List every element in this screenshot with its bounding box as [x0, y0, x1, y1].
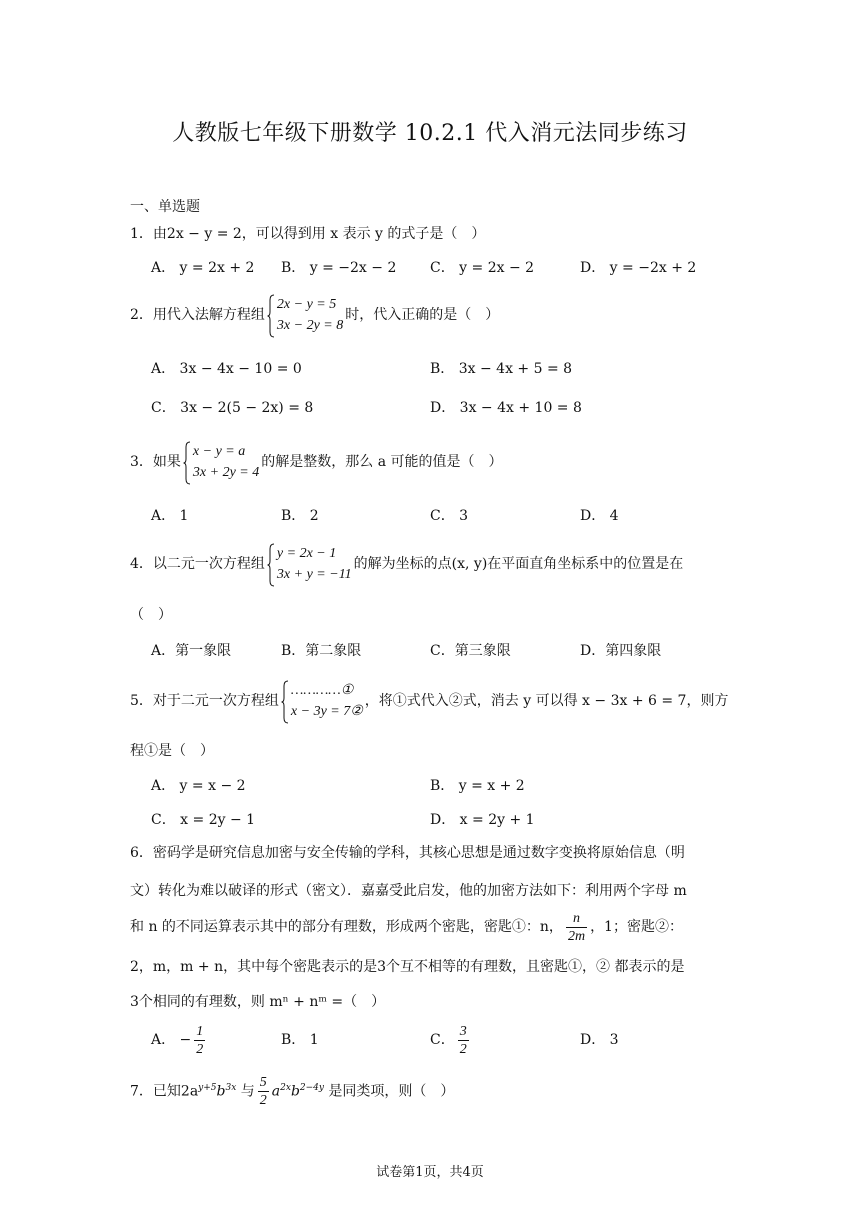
question-1-option-a[interactable]: A． y = 2x + 2	[151, 260, 255, 276]
fraction-denominator: 2	[259, 1093, 267, 1109]
question-6-line-3-pre: 和 n 的不同运算表示其中的部分有理数，形成两个密匙，密匙①：n，	[130, 919, 563, 935]
question-7-fraction	[258, 1074, 269, 1109]
question-6-line-1: 6．密码学是研究信息加密与安全传输的学科，其核心思想是通过数字变换将原始信息（明	[130, 845, 685, 861]
question-6-option-b[interactable]: B． 1	[281, 1032, 319, 1048]
question-4-option-d[interactable]: D．第四象限	[580, 643, 662, 659]
question-2-option-d[interactable]: D． 3x − 4x + 10 = 8	[430, 400, 582, 416]
question-5-stem-continuation: 程①是（ ）	[130, 743, 214, 759]
question-5-stem-post: ，将①式代入②式，消去 y 可以得 x − 3x + 6 = 7，则方	[364, 693, 729, 709]
fraction-numerator: 5	[259, 1075, 267, 1091]
fraction-numerator: 3	[459, 1023, 467, 1039]
section-heading: 一、单选题	[130, 199, 200, 215]
brace-icon	[281, 680, 289, 724]
question-5-equation-1: …………①	[290, 683, 354, 698]
question-4-option-b[interactable]: B．第二象限	[281, 643, 362, 659]
question-5-equation-2: x − 3y = 7②	[290, 704, 363, 719]
question-3-stem-pre: 3．如果	[130, 454, 181, 470]
question-5-option-d[interactable]: D． x = 2y + 1	[430, 812, 535, 828]
fraction-denominator: 2	[196, 1041, 204, 1057]
brace-icon	[183, 441, 191, 485]
variable: b	[216, 1083, 226, 1100]
question-5-stem-pre: 5．对于二元一次方程组	[130, 693, 279, 709]
exponent: 2−4y	[299, 1083, 324, 1093]
brace-icon	[267, 294, 275, 338]
variable: b	[290, 1083, 300, 1100]
question-5-option-b[interactable]: B． y = x + 2	[430, 778, 525, 794]
exponent: 3x	[225, 1083, 237, 1093]
question-1-stem: 1．由2x − y = 2，可以得到用 x 表示 y 的式子是（ ）	[130, 226, 486, 242]
question-2-stem-post: 时，代入正确的是（ ）	[345, 307, 500, 323]
question-3-system	[183, 441, 259, 483]
fraction-denominator: 2	[459, 1041, 467, 1057]
question-5-system	[281, 680, 363, 722]
question-2-option-b[interactable]: B． 3x − 4x + 5 = 8	[430, 361, 573, 377]
option-c-fraction	[458, 1023, 469, 1058]
question-6-line-3-post: ，1；密匙②：	[590, 919, 683, 935]
question-5-option-a[interactable]: A． y = x − 2	[151, 778, 246, 794]
question-4-stem-pre: 4．以二元一次方程组	[130, 556, 265, 572]
exponent: y+5	[198, 1083, 217, 1093]
question-5-option-c[interactable]: C． x = 2y − 1	[151, 812, 256, 828]
fraction-numerator: 1	[196, 1023, 204, 1039]
question-3-option-a[interactable]: A． 1	[151, 508, 189, 524]
question-6-option-a[interactable]	[151, 1020, 208, 1060]
question-6-line-3	[130, 907, 683, 947]
question-6-line-2: 文）转化为难以破译的形式（密文）．嘉嘉受此启发，他的加密方法如下：利用两个字母 m	[130, 883, 687, 899]
question-4-option-c[interactable]: C．第三象限	[430, 643, 511, 659]
option-a-fraction	[194, 1023, 205, 1058]
question-4-equation-1: y = 2x − 1	[276, 546, 337, 561]
question-7-pre: 7．已知2a	[130, 1083, 199, 1100]
question-1-option-d[interactable]: D． y = −2x + 2	[580, 260, 697, 276]
question-4-stem-post: 的解为坐标的点(x, y)在平面直角坐标系中的位置是在	[353, 556, 684, 572]
question-6-line-4: 2，m，m + n，其中每个密匙表示的是3个互不相等的有理数，且密匙①，② 都表示的是	[130, 959, 685, 975]
question-3-option-c[interactable]: C． 3	[430, 508, 469, 524]
question-4-stem-continuation: （ ）	[130, 607, 172, 623]
question-5-stem	[130, 680, 728, 722]
question-4-equation-2: 3x + y = −11	[276, 567, 352, 582]
question-4-option-a[interactable]: A．第一象限	[151, 643, 232, 659]
connector: 与	[236, 1083, 255, 1100]
question-6-option-d[interactable]: D． 3	[580, 1032, 619, 1048]
option-a-label: A． −	[151, 1032, 192, 1048]
page-title: 人教版七年级下册数学 10.2.1 代入消元法同步练习	[172, 121, 688, 146]
question-2-stem-pre: 2．用代入法解方程组	[130, 307, 265, 323]
question-6-fraction	[566, 910, 587, 945]
page-footer: 试卷第1页，共4页	[376, 1165, 484, 1180]
question-1-option-c[interactable]: C． y = 2x − 2	[430, 260, 535, 276]
question-3-stem-post: 的解是整数，那么 a 可能的值是（ ）	[261, 454, 503, 470]
question-7-post: 是同类项，则（ ）	[323, 1083, 455, 1100]
question-6-line-5: 3个相同的有理数，则 mⁿ + nᵐ =（ ）	[130, 994, 386, 1010]
question-3-equation-1: x − y = a	[192, 444, 246, 459]
question-2-option-c[interactable]: C． 3x − 2(5 − 2x) = 8	[151, 400, 314, 416]
exponent: 2x	[280, 1083, 291, 1093]
option-c-label: C．	[430, 1032, 455, 1048]
question-2-system	[267, 294, 343, 336]
question-6-option-c[interactable]	[430, 1020, 472, 1060]
question-7-stem	[130, 1068, 454, 1112]
question-3-option-b[interactable]: B． 2	[281, 508, 319, 524]
question-1-option-b[interactable]: B． y = −2x − 2	[281, 260, 397, 276]
question-3-equation-2: 3x + 2y = 4	[192, 465, 260, 480]
question-4-system	[267, 543, 352, 585]
question-3-option-d[interactable]: D． 4	[580, 508, 619, 524]
fraction-numerator: n	[566, 910, 587, 928]
brace-icon	[267, 543, 275, 587]
question-3-stem	[130, 441, 503, 483]
question-2-option-a[interactable]: A． 3x − 4x − 10 = 0	[151, 361, 302, 377]
question-2-stem	[130, 294, 499, 336]
question-2-equation-1: 2x − y = 5	[276, 297, 337, 312]
fraction-denominator: 2m	[567, 928, 586, 944]
variable: a	[271, 1083, 281, 1100]
question-4-stem	[130, 543, 683, 585]
question-2-equation-2: 3x − 2y = 8	[276, 318, 344, 333]
